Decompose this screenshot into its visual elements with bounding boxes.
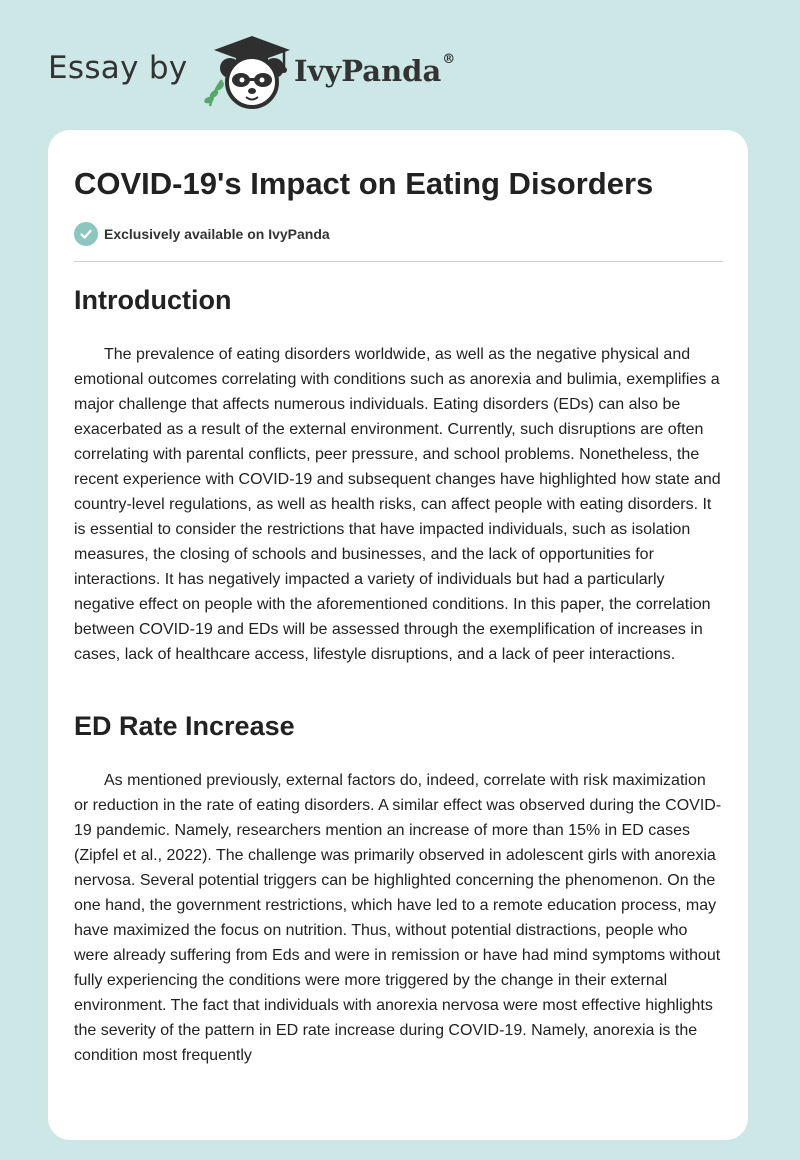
site-header [48,30,528,110]
section-heading-ed-rate-increase: ED Rate Increase [74,711,295,741]
section-heading-introduction: Introduction [74,285,232,315]
brand-name-text: IvyPanda [294,54,442,88]
brand-name[interactable] [294,54,455,88]
registered-mark: ® [442,52,456,67]
section-paragraph-ed-rate-increase: As mentioned previously, external factors do, indeed, correlate with risk maximization or reduction in the rate of eating disorders. A similar effect was observed during the COVID-19 pandemic. Namely, researchers mention an increase of more than 15% in ED cases (Zipfel et al., 2022). The challenge was primarily observed in adolescent girls with anorexia nervosa. Several potential triggers can be highlighted concerning the phenomenon. On the one hand, the government restrictions, which have led to a remote education process, may have maximized the focus on nutrition. Thus, without potential distractions, people who were already suffering from Eds and were in remission or have had mind symptoms without fully experiencing the conditions were more triggered by the change in their external environment. The fact that individuals with anorexia nervosa were most effective highlights the severity of the pattern in ED rate increase during COVID-19. Namely, anorexia is the condition most frequently [74,772,722,1064]
title-divider [74,261,723,262]
exclusive-badge [74,222,330,246]
essay-title: COVID-19's Impact on Eating Disorders [74,166,654,201]
check-circle-icon [74,222,98,246]
check-mark-icon [79,227,93,241]
panda-graduate-icon [200,34,290,110]
essay-by-label: Essay by [48,50,188,86]
section-paragraph-introduction: The prevalence of eating disorders worldwide, as well as the negative physical and emotional outcomes correlating with conditions such as anorexia and bulimia, exemplifies a major challenge that affects numerous individuals. Eating disorders (EDs) can also be exacerbated as a result of the external environment. Currently, such disruptions are often correlating with parental conflicts, peer pressure, and school problems. Nonetheless, the recent experience with COVID-19 and subsequent changes have highlighted how state and country-level regulations, as well as health risks, can affect people with eating disorders. It is essential to consider the restrictions that have impacted individuals, such as isolation measures, the closing of schools and businesses, and the lack of opportunities for interactions. It has negatively impacted a variety of individuals but had a particularly negative effect on people with the aforementioned conditions. In this paper, the correlation between COVID-19 and EDs will be assessed through the exemplification of increases in cases, lack of healthcare access, lifestyle disruptions, and a lack of peer interactions. [74,346,721,663]
essay-card [48,130,748,1140]
exclusive-badge-label: Exclusively available on IvyPanda [104,226,330,242]
